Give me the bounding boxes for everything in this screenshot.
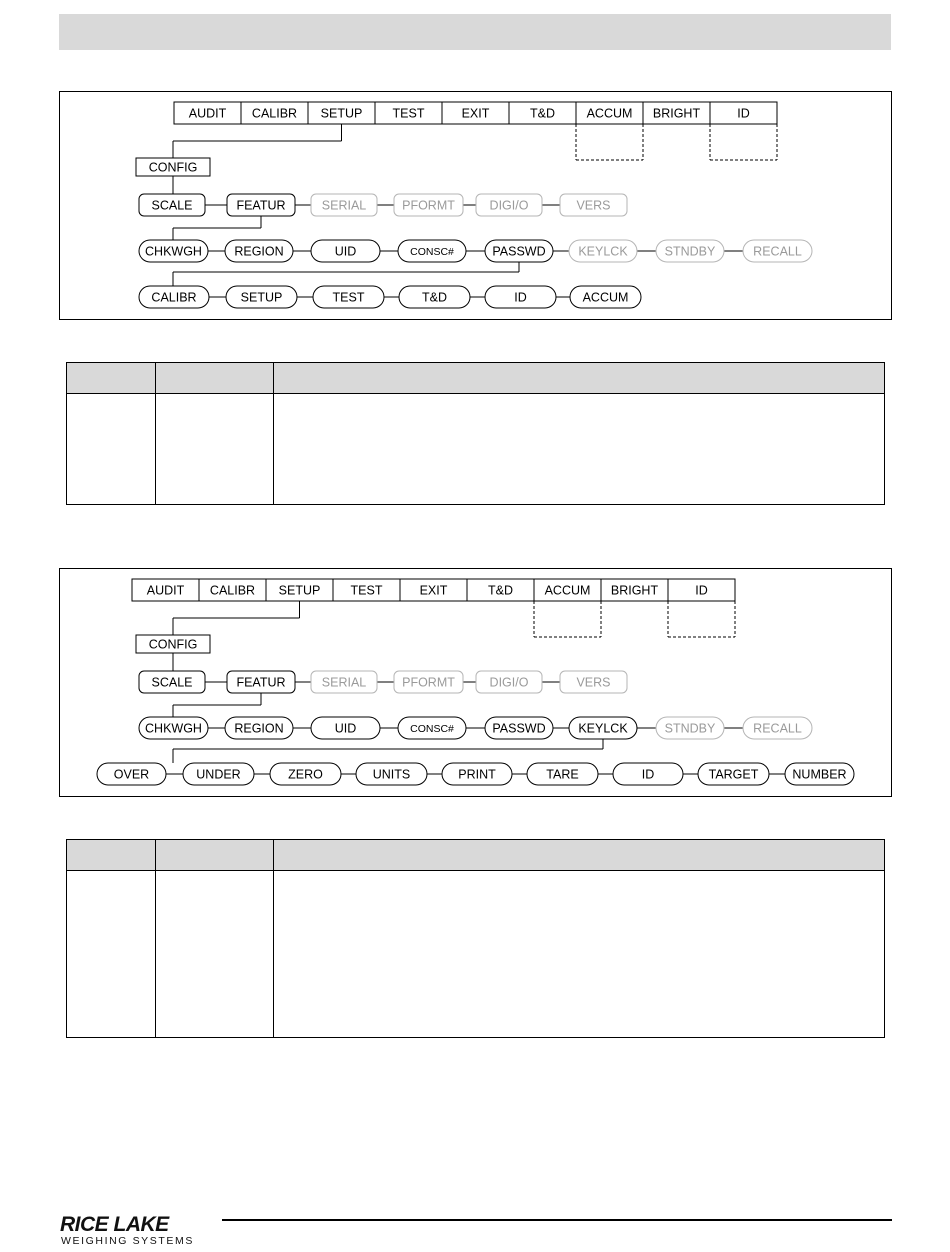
menu-label-setup: SETUP: [320, 106, 363, 121]
menu-label-region: REGION: [234, 721, 284, 736]
table-header-cell: [67, 840, 156, 871]
menu-label-calibr: CALIBR: [251, 106, 298, 121]
table-cell: [67, 394, 156, 505]
table-header-cell: [156, 363, 274, 394]
menu-label-calibr: CALIBR: [209, 583, 256, 598]
menu-label-passwd: PASSWD: [492, 721, 546, 736]
menu-label-test: TEST: [350, 583, 383, 598]
menu-label-id: ID: [695, 583, 708, 598]
menu-label-scale: SCALE: [151, 198, 193, 213]
table-cell: [274, 394, 885, 505]
menu-label-stndby: STNDBY: [664, 721, 716, 736]
rice-lake-logo-svg: [60, 1213, 220, 1247]
menu-label-setup: SETUP: [240, 290, 283, 305]
menu-label-test: TEST: [332, 290, 365, 305]
menu-label-under: UNDER: [196, 767, 241, 782]
menu-label-serial: SERIAL: [321, 675, 367, 690]
section-header-bar: [59, 14, 891, 50]
menu-label-region: REGION: [234, 244, 284, 259]
menu-label-calibr: CALIBR: [151, 290, 197, 305]
rice-lake-logo: [60, 1213, 220, 1247]
menu-label-passwd: PASSWD: [492, 244, 546, 259]
keylck-parameter-table: [66, 839, 885, 1038]
menu-label-t-d: T&D: [530, 106, 555, 121]
menu-label-accum: ACCUM: [586, 106, 633, 121]
menu-label-audit: AUDIT: [146, 583, 185, 598]
menu-label-chkwgh: CHKWGH: [145, 721, 202, 736]
menu-label-setup: SETUP: [278, 583, 321, 598]
table-cell: [67, 871, 156, 1038]
menu-label-consc: CONSC#: [410, 722, 454, 735]
menu-label-accum: ACCUM: [582, 290, 629, 305]
table-header-cell: [67, 363, 156, 394]
menu-label-digi-o: DIGI/O: [489, 675, 529, 690]
menu-label-id: ID: [514, 290, 527, 305]
menu-label-consc: CONSC#: [410, 245, 454, 258]
passwd-menu-diagram-svg: [60, 92, 893, 321]
menu-label-featur: FEATUR: [236, 198, 286, 213]
menu-label-config: CONFIG: [148, 160, 198, 175]
logo-tagline: WEIGHING SYSTEMS: [61, 1235, 194, 1247]
menu-label-vers: VERS: [576, 675, 611, 690]
menu-label-config: CONFIG: [148, 637, 198, 652]
logo-wordmark: RICE LAKE: [60, 1213, 169, 1236]
menu-label-keylck: KEYLCK: [578, 244, 628, 259]
menu-label-pformt: PFORMT: [402, 675, 455, 690]
keylck-menu-diagram-svg: [60, 569, 893, 798]
menu-label-tare: TARE: [546, 767, 579, 782]
table-header-cell: [156, 840, 274, 871]
menu-label-recall: RECALL: [753, 244, 802, 259]
passwd-menu-diagram: [59, 91, 892, 320]
table-cell: [156, 871, 274, 1038]
menu-label-number: NUMBER: [792, 767, 847, 782]
menu-label-audit: AUDIT: [188, 106, 227, 121]
menu-label-exit: EXIT: [461, 106, 490, 121]
menu-label-scale: SCALE: [151, 675, 193, 690]
menu-label-bright: BRIGHT: [652, 106, 701, 121]
menu-label-target: TARGET: [708, 767, 759, 782]
menu-label-exit: EXIT: [419, 583, 448, 598]
table-header-cell: [274, 363, 885, 394]
menu-label-featur: FEATUR: [236, 675, 286, 690]
keylck-menu-diagram: [59, 568, 892, 797]
menu-label-digi-o: DIGI/O: [489, 198, 529, 213]
menu-label-id: ID: [737, 106, 750, 121]
menu-label-t-d: T&D: [488, 583, 513, 598]
menu-label-over: OVER: [113, 767, 150, 782]
menu-label-vers: VERS: [576, 198, 611, 213]
menu-label-uid: UID: [334, 721, 357, 736]
menu-label-stndby: STNDBY: [664, 244, 716, 259]
menu-label-pformt: PFORMT: [402, 198, 455, 213]
menu-label-test: TEST: [392, 106, 425, 121]
table-cell: [156, 394, 274, 505]
menu-label-recall: RECALL: [753, 721, 802, 736]
menu-label-uid: UID: [334, 244, 357, 259]
table-header-cell: [274, 840, 885, 871]
menu-label-id: ID: [641, 767, 655, 782]
menu-label-bright: BRIGHT: [610, 583, 659, 598]
menu-label-chkwgh: CHKWGH: [145, 244, 202, 259]
passwd-parameter-table: [66, 362, 885, 505]
menu-label-zero: ZERO: [288, 767, 323, 782]
menu-label-keylck: KEYLCK: [578, 721, 628, 736]
footer-rule: [222, 1219, 892, 1221]
menu-label-serial: SERIAL: [321, 198, 367, 213]
menu-label-t-d: T&D: [422, 290, 447, 305]
menu-label-units: UNITS: [372, 767, 411, 782]
menu-label-print: PRINT: [458, 767, 496, 782]
menu-label-accum: ACCUM: [544, 583, 591, 598]
table-cell: [274, 871, 885, 1038]
